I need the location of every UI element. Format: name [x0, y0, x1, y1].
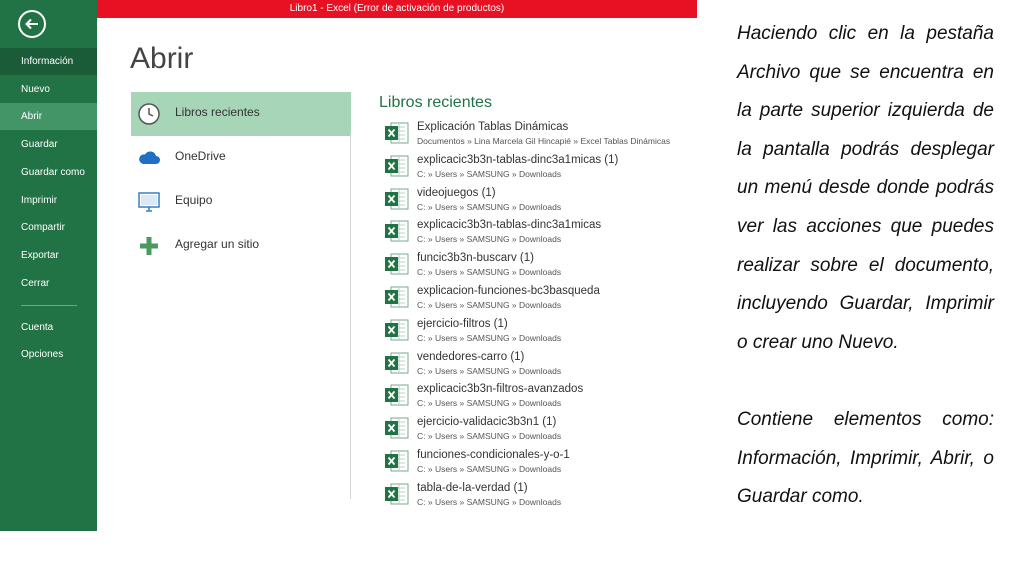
file-path: C: » Users » SAMSUNG » Downloads: [417, 299, 562, 310]
computer-icon: [137, 190, 161, 214]
recent-file-item[interactable]: [385, 478, 695, 511]
sidebar-item-opciones[interactable]: Opciones: [21, 349, 64, 360]
recent-file-item[interactable]: [385, 445, 695, 478]
page-title: Abrir: [130, 42, 194, 75]
excel-file-icon: [385, 352, 409, 374]
file-name: ejercicio-validacic3b3n1 (1): [417, 416, 557, 429]
file-path: C: » Users » SAMSUNG » Downloads: [417, 201, 562, 212]
excel-file-icon: [385, 155, 409, 177]
sidebar-item-informacion[interactable]: Información: [0, 48, 97, 75]
place-label: Libros recientes: [175, 105, 260, 119]
sidebar-item-nuevo[interactable]: Nuevo: [21, 84, 50, 95]
excel-file-icon: [385, 450, 409, 472]
sidebar-item-imprimir[interactable]: Imprimir: [21, 195, 58, 206]
file-path: Documentos » Lina Marcela Gil Hincapié » Excel Tablas Dinámicas: [417, 136, 671, 146]
sidebar-item-cerrar[interactable]: Cerrar: [21, 278, 50, 289]
excel-file-icon: [385, 384, 409, 406]
recent-file-item[interactable]: [385, 215, 695, 248]
file-name: explicacic3b3n-tablas-dinc3a1micas: [417, 219, 602, 232]
file-name: Explicación Tablas Dinámicas: [417, 121, 569, 133]
sidebar-item-compartir[interactable]: Compartir: [21, 222, 65, 233]
file-path: C: » Users » SAMSUNG » Downloads: [417, 431, 562, 442]
recent-books-heading: Libros recientes: [379, 94, 492, 111]
file-path: C: » Users » SAMSUNG » Downloads: [417, 398, 562, 409]
sidebar-item-exportar[interactable]: Exportar: [21, 250, 59, 261]
recent-file-item[interactable]: [385, 150, 695, 183]
file-name: funcic3b3n-buscarv (1): [417, 252, 534, 265]
place-label: OneDrive: [175, 149, 226, 163]
back-arrow-icon[interactable]: [18, 10, 46, 38]
place-equipo[interactable]: [131, 180, 351, 224]
sidebar-item-abrir[interactable]: Abrir: [0, 103, 97, 130]
file-name: ejercicio-filtros (1): [417, 317, 508, 330]
excel-file-icon: [385, 220, 409, 242]
recent-file-item[interactable]: [385, 183, 695, 216]
file-path: C: » Users » SAMSUNG » Downloads: [417, 365, 562, 376]
excel-file-icon: [385, 483, 409, 505]
clock-icon: [137, 102, 161, 126]
recent-file-item[interactable]: [385, 347, 695, 380]
cloud-icon: [137, 146, 161, 170]
file-name: explicacic3b3n-filtros-avanzados: [417, 383, 584, 396]
backstage-sidebar: [0, 0, 97, 531]
file-path: C: » Users » SAMSUNG » Downloads: [417, 463, 562, 474]
sidebar-item-guardar-como[interactable]: Guardar como: [21, 167, 85, 178]
place-label: Agregar un sitio: [175, 237, 260, 251]
file-name: explicacion-funciones-bc3basqueda: [417, 284, 600, 297]
sidebar-divider: [21, 305, 77, 306]
recent-file-item[interactable]: [385, 281, 695, 314]
place-onedrive[interactable]: [131, 136, 351, 180]
slide-text: [737, 15, 994, 517]
recent-file-item[interactable]: [385, 379, 695, 412]
recent-file-item[interactable]: [385, 117, 695, 150]
excel-file-icon: [385, 286, 409, 308]
description-paragraph: Haciendo clic en la pestaña Archivo que se encuentra en la parte superior izquierda de la pantalla podrás desplegar un menú desde donde podrás ver las acciones que puedes realizar sobre el documento, incluyendo Guardar, Imprimir o crear uno Nuevo.: [737, 23, 994, 353]
recent-files-list: [385, 117, 695, 511]
sidebar-item-cuenta[interactable]: Cuenta: [21, 322, 54, 333]
excel-file-icon: [385, 417, 409, 439]
place-add-site[interactable]: [131, 224, 351, 268]
recent-file-item[interactable]: [385, 412, 695, 445]
file-path: C: » Users » SAMSUNG » Downloads: [417, 332, 562, 343]
file-path: C: » Users » SAMSUNG » Downloads: [417, 267, 562, 278]
recent-file-item[interactable]: [385, 248, 695, 281]
file-name: videojuegos (1): [417, 186, 496, 199]
panel-divider: [350, 133, 351, 499]
recent-file-item[interactable]: [385, 314, 695, 347]
place-label: Equipo: [175, 193, 213, 207]
excel-file-icon: [385, 253, 409, 275]
file-path: C: » Users » SAMSUNG » Downloads: [417, 496, 562, 507]
file-name: explicacic3b3n-tablas-dinc3a1micas (1): [417, 153, 619, 166]
title-bar: Libro1 - Excel (Error de activación de productos): [97, 0, 697, 18]
file-name: vendedores-carro (1): [417, 350, 525, 363]
elements-paragraph: Contiene elementos como: Información, Imprimir, Abrir, o Guardar como.: [737, 408, 994, 508]
excel-file-icon: [385, 188, 409, 210]
file-path: C: » Users » SAMSUNG » Downloads: [417, 168, 562, 179]
file-path: C: » Users » SAMSUNG » Downloads: [417, 234, 562, 245]
sidebar-item-guardar[interactable]: Guardar: [21, 139, 58, 150]
file-name: tabla-de-la-verdad (1): [417, 481, 528, 494]
file-name: funciones-condicionales-y-o-1: [417, 448, 570, 461]
place-recent-books[interactable]: [131, 92, 351, 136]
plus-icon: [137, 234, 161, 258]
excel-file-icon: [385, 122, 409, 144]
open-locations-list: [131, 92, 351, 268]
excel-file-icon: [385, 319, 409, 341]
